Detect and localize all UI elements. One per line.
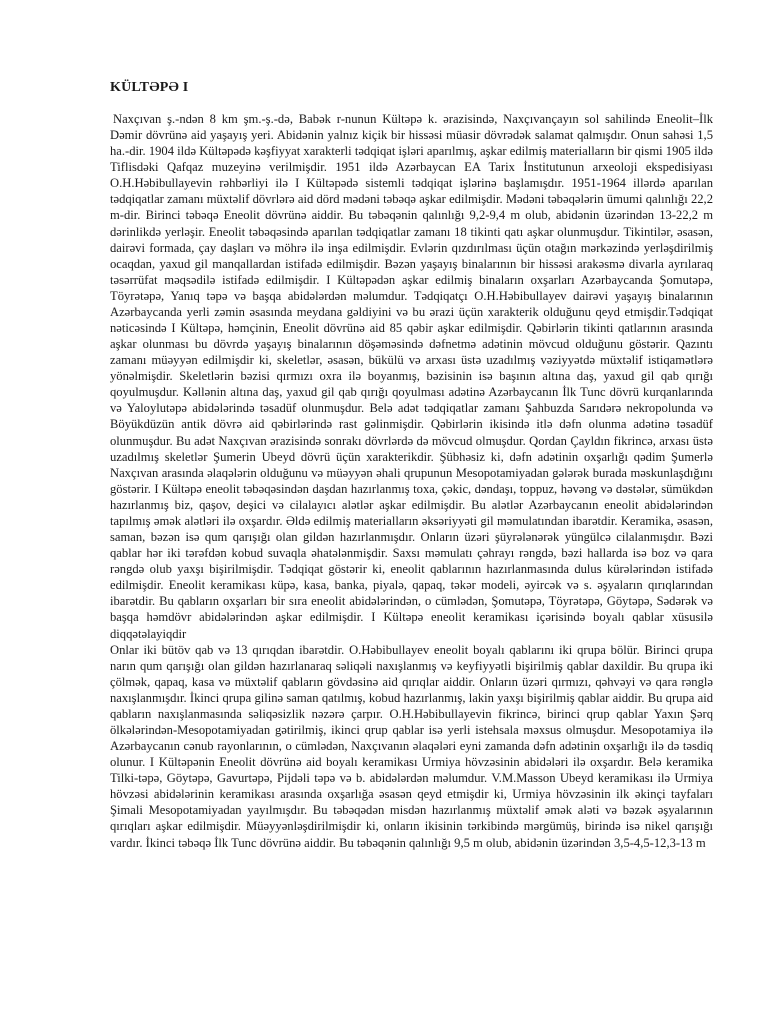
article-body — [110, 111, 713, 941]
page-title: KÜLTƏPƏ I — [110, 80, 189, 95]
paragraph-2: Onlar iki bütöv qab və 13 qırıqdan ibarətdir. O.Həbibullayev eneolit boyalı qablarını iki qrupa bölür. Birinci qrupa narın qum qarışığı olan gildən hazırlanaraq səliqəli naxışlanmış və keyfiyyətli bişirilmiş qablar daxildir. Bu qrupa iki çölmək, qapaq, kasa və müxtəlif qabların gövdəsinə aid qırıqlar aiddir. Onların üzəri qırmızı, qəhvəyi və qara rənglə naxışlanmışdır. İkinci qrupa gilinə saman qatılmış, kobud hazırlanmış, lakin yaxşı bişirilmiş qablar aiddir. Bu qrupa aid qabların naxışlanmasında səliqəsizlik nəzərə çarpır. O.H.Həbibullayevin fikrincə, birinci qrup qablar Yaxın Şərq ölkələrindən-Mesopotamiyadan gətirilmiş, ikinci qrup qablar isə yerli istehsala məxsus olmuşdur. Mesopotamiya ilə Azərbaycanın cənub rayonlarının, o cümlədən, Naxçıvanın əlaqələri eyni zamanda dəfn adətinin oxşarlığı ilə də təsdiq olunur. I Kültəpənin Eneolit dövrünə aid boyalı keramikası Urmiya hövzəsinin abidələri ilə oxşardır. Belə keramika Tilki-təpə, Göytəpə, Gavurtəpə, Pijdəli təpə və b. abidələrdən məlumdur. V.M.Masson Ubeyd keramikası ilə Urmiya hövzəsi abidələrinin keramikası arasında oxşarlığa əsasən qeyd etmişdir ki, Urmiya hövzəsinin ilk əkinçi tayfaları Şimali Mesopotamiyadan yayılmışdır. Bu təbəqədən misdən hazırlanmış müxtəlif əmək aləti və bəzək əşyalarının qırıqları aşkar edilmişdir. Müəyyənləşdirilmişdir ki, onların ikisinin tərkibində mərgümüş, birində isə nikel qarışığı vardır. İkinci təbəqə İlk Tunc dövrünə aiddir. Bu təbəqənin qalınlığı 9,5 m olub, abidənin üzərindən 3,5-4,5-12,3-13 m — [110, 642, 713, 850]
paragraph-1: Naxçıvan ş.-ndən 8 km şm.-ş.-də, Babək r-nunun Kültəpə k. ərazisində, Naxçıvançayın sol sahilində Eneolit–İlk Dəmir dövrünə aid yaşayış yeri. Abidənin yalnız kiçik bir hissəsi müasir dövrədək salamat qalmışdır. Onun sahəsi 1,5 ha.-dir. 1904 ildə Kültəpədə kəşfiyyat xarakterli tədqiqat işləri aparılmış, aşkar edilmiş materialların bir qismi 1905 ildə Tiflisdəki Qafqaz muzeyinə verilmişdir. 1951 ildə Azərbaycan EA Tarix İnstitutunun arxeoloji ekspedisiyası O.H.Həbibullayevin rəhbərliyi ilə I Kültəpədə sistemli tədqiqat işlərinə başlamışdır. 1951-1964 illərdə aparılan tədqiqatlar zamanı müxtəlif dövrlərə aid dörd mədəni təbəqə aşkar edilmişdir. Mədəni təbəqələrin ümumi qalınlığı 22,2 m-dir. Birinci təbəqə Eneolit dövrünə aiddir. Bu təbəqənin qalınlığı 9,2-9,4 m olub, abidənin üzərindən 13-22,2 m dərinlikdə yerləşir. Eneolit təbəqəsində aparılan tədqiqatlar zamanı 18 tikinti qatı aşkar olunmuşdur. Tikintilər, əsasən, dairəvi formada, çay daşları və möhrə ilə inşa edilmişdir. Evlərin qızdırılması üçün otağın mərkəzində yerləşdirilmiş ocaqdan, yaxud gil manqallardan istifadə edilmişdir. Bəzən yaşayış binalarının bir hissəsi arakəsmə divarla ayrılaraq təsərrüfat məqsədilə istifadə edilmişdir. I Kültəpədən aşkar edilmiş binaların oxşarları Azərbaycanda Şomutəpə, Töyrətəpə, Yanıq təpə və başqa abidələrdən məlumdur. Tədqiqatçı O.H.Həbibullayev dairəvi yaşayış binalarının Azərbaycanda yerli zəmin əsasında meydana gəldiyini və bu ərazi üçün xarakterik olduğunu qeyd etmişdir.Tədqiqat nəticəsində I Kültəpə, həmçinin, Eneolit dövrünə aid 85 qəbir aşkar edilmişdir. Qəbirlərin tikinti qatlarının arasında aşkar olunması bu dövrdə yaşayış binalarının döşəməsində dəfnetmə adətinin mövcud olduğunu göstərir. Qazıntı zamanı müəyyən edilmişdir ki, skeletlər, əsasən, bükülü və arxası üstə uzadılmış vəziyyətdə müxtəlif istiqamətlərə yönəlmişdir. Skeletlərin bəzisi qırmızı oxra ilə boyanmış, bəzisinin isə başının altına daş, yaxud gil qab qırığı qoyulmuşdur. Kəllənin altına daş, yaxud gil qab qırığı qoyulması adətinə Azərbaycanın İlk Tunc dövrü kurqanlarında və Yaloylutəpə abidələrində təsadüf olunmuşdur. Belə adət tədqiqatlar zamanı Şahbuzda Sarıdərə nekropolunda və Böyükdüzün antik dövrə aid qəbirlərində rast gəlinmişdir. Qəbirlərin ikisində itlə dəfn olunma adətinə təsadüf olunmuşdur. Bu adət Naxçıvan ərazisində sonrakı dövrlərdə də mövcud olmuşdur. Qordan Çayldın fikrincə, arxası üstə uzadılmış skeletlər Şumerin Ubeyd dövrü üçün xarakterikdir. Şübhəsiz ki, dəfn adətinin oxşarlığı qədim Şumerlə Naxçıvan arasında əlaqələrin olduğunu və müəyyən əhali qrupunun Mesopotamiyadan gələrək burada məskunlaşdığını göstərir. I Kültəpə eneolit təbəqəsindən daşdan hazırlanmış toxa, çəkic, dəndaşı, toppuz, həvəng və dəstələr, sümükdən hazırlanmış biz, qaşov, deşici və cilalayıcı alətlər aşkar edilmişdir. Bu alətlər Azərbaycanın eneolit abidələrindən tapılmış əmək alətləri ilə oxşardır. Əldə edilmiş materialların əksəriyyəti gil məmulatından ibarətdir. Keramika, əsasən, saman, bəzən isə qum qarışığı olan gildən hazırlanmışdır. Onların üzəri şüyrələnərək yüngülcə cilalanmışdır. Bəzi qablar hər iki tərəfdən kobud suvaqla əhatələnmişdir. Saxsı məmulatı çəhrayı rəngdə, bəzi hallarda isə boz və qara rəngdə olub yaxşı bişirilmişdir. Tədqiqat göstərir ki, eneolit qablarının hazırlanmasında dulus kürələrindən istifadə edilmişdir. Eneolit keramikası küpə, kasa, banka, piyalə, qapaq, təkər modeli, əyircək və s. əşyaların qırıqlarından ibarətdir. Bu qabların oxşarları bir sıra eneolit abidələrindən, o cümlədən, Şomutəpə, Töyrətəpə, Göytəpə, Sədərək və başqa həmdövr abidələrindən aşkar edilmişdir. I Kültəpə eneolit keramikası içərisində boyalı qablar xüsusilə diqqətəlayiqdir — [110, 112, 713, 641]
